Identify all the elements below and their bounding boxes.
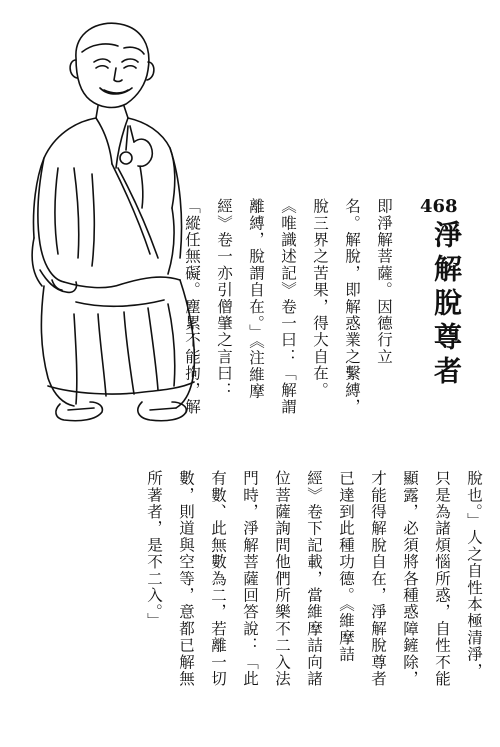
text-column: 只是為諸煩惱所惑，自性不能 xyxy=(433,470,451,688)
text-column: 經》卷下記載，當維摩詰向諸 xyxy=(305,470,323,688)
text-block-top xyxy=(176,198,400,438)
entry-title: 淨解脫尊者 xyxy=(430,220,463,390)
entry-number: 468 xyxy=(420,196,458,217)
text-column: 顯露，必須將各種惑障鏟除， xyxy=(401,470,419,688)
text-column: 脫三界之苦果，得大自在。 xyxy=(311,198,329,399)
text-column: 《唯識述記》卷一曰：「解謂 xyxy=(279,198,297,416)
text-column: 經》卷一亦引僧肇之言曰： xyxy=(215,198,233,399)
text-column: 門時，淨解菩薩回答說：「此 xyxy=(241,470,259,688)
text-column: 「縱任無礙。塵累不能拘，解 xyxy=(183,198,201,416)
text-column: 位菩薩詢問他們所樂不二入法 xyxy=(273,470,291,688)
rosary-ring xyxy=(120,152,132,164)
head-outline xyxy=(76,23,149,107)
text-column: 名。解脫，即解惑業之繫縛， xyxy=(343,198,361,416)
text-column: 所著者，是不二入。」 xyxy=(145,470,163,630)
text-column: 離縛，脫謂自在。」《注維摩 xyxy=(247,198,265,400)
text-column: 才能得解脫自在，淨解脫尊者 xyxy=(369,470,387,688)
text-column: 即淨解菩薩。因德行立 xyxy=(375,198,393,365)
text-block-bottom xyxy=(138,470,490,732)
left-foot xyxy=(56,402,102,421)
text-column: 數，則道與空等，意都已解無 xyxy=(177,470,195,688)
text-column: 有數、此無數為二，若離一切 xyxy=(209,470,227,688)
text-column: 已達到此種功德。《維摩詰 xyxy=(337,470,355,663)
text-column: 脫也。」人之自性本極清淨， xyxy=(465,470,483,680)
